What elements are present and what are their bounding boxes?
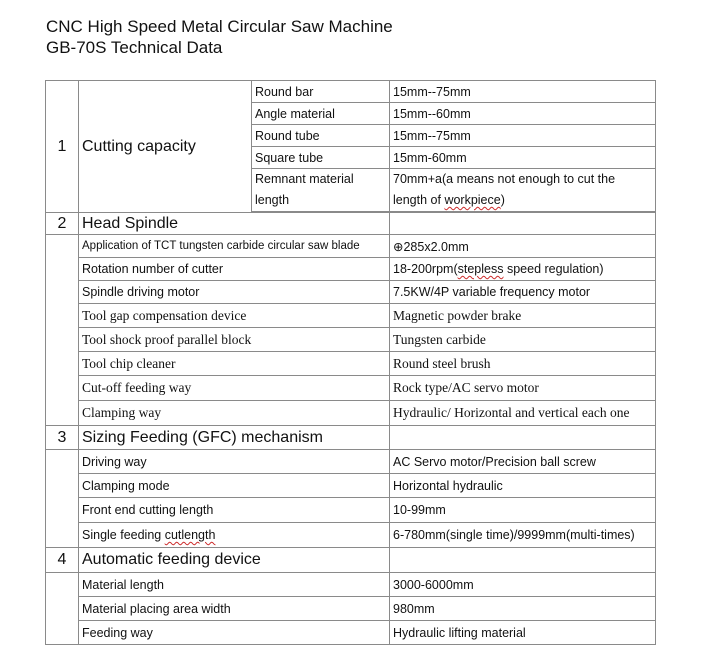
spec-value (390, 169, 656, 212)
spec-label: Tool chip cleaner (79, 352, 390, 376)
spec-value: Rock type/AC servo motor (390, 376, 656, 401)
spec-label: Feeding way (79, 621, 390, 645)
table-row (46, 523, 656, 548)
empty-cell (46, 450, 79, 548)
spec-value: Magnetic powder brake (390, 304, 656, 328)
value-text: 70mm+a(a means not enough to cut the length of (393, 172, 616, 207)
section-header-row (46, 548, 656, 573)
spec-value: 15mm--60mm (390, 103, 656, 125)
spec-label: Tool shock proof parallel block (79, 328, 390, 352)
table-row (46, 498, 656, 523)
table-row (46, 621, 656, 645)
spec-value (390, 258, 656, 281)
spec-value: ⊕285x2.0mm (390, 235, 656, 258)
spec-label: Angle material (252, 103, 390, 125)
spec-label: Cut-off feeding way (79, 376, 390, 401)
section-header-row (46, 426, 656, 450)
spec-label: Rotation number of cutter (79, 258, 390, 281)
section-header-row (46, 213, 656, 235)
empty-cell (390, 426, 656, 450)
spec-label: Square tube (252, 147, 390, 169)
spec-label: Front end cutting length (79, 498, 390, 523)
section-number: 3 (46, 426, 79, 450)
spec-label: Spindle driving motor (79, 281, 390, 304)
table-row (46, 474, 656, 498)
spec-value: 7.5KW/4P variable frequency motor (390, 281, 656, 304)
spec-value: 980mm (390, 597, 656, 621)
spec-value: 10-99mm (390, 498, 656, 523)
spec-value: 15mm-60mm (390, 147, 656, 169)
technical-data-table (45, 80, 656, 645)
spec-value: Tungsten carbide (390, 328, 656, 352)
empty-cell (46, 573, 79, 645)
section-title: Cutting capacity (79, 81, 252, 213)
value-text: 18-200rpm( (393, 262, 458, 276)
section-number: 1 (46, 81, 79, 213)
spec-label: Remnant material length (252, 169, 390, 212)
spec-label: Tool gap compensation device (79, 304, 390, 328)
spec-label (79, 523, 390, 548)
table-row (46, 401, 656, 426)
spec-value: Round steel brush (390, 352, 656, 376)
spec-value: Hydraulic/ Horizontal and vertical each one (390, 401, 656, 426)
section-number: 4 (46, 548, 79, 573)
spec-label: Round tube (252, 125, 390, 147)
spec-value: AC Servo motor/Precision ball screw (390, 450, 656, 474)
value-text: speed regulation) (503, 262, 604, 276)
section-number: 2 (46, 213, 79, 235)
section-title: Automatic feeding device (79, 548, 390, 573)
flagged-word: workpiece (444, 193, 501, 207)
section-title: Head Spindle (79, 213, 390, 235)
spec-label: Round bar (252, 81, 390, 103)
table-row (46, 81, 656, 103)
spec-label: Application of TCT tungsten carbide circular saw blade (79, 235, 390, 258)
table-row (46, 235, 656, 258)
spec-label: Material placing area width (79, 597, 390, 621)
table-row (46, 352, 656, 376)
flagged-word: stepless (457, 262, 504, 276)
value-text: ) (500, 193, 505, 207)
spec-value: 3000-6000mm (390, 573, 656, 597)
spec-label: Driving way (79, 450, 390, 474)
table-row (46, 573, 656, 597)
empty-cell (390, 548, 656, 573)
empty-cell (46, 235, 79, 426)
spec-label: Clamping way (79, 401, 390, 426)
table-row (46, 281, 656, 304)
spec-value: 15mm--75mm (390, 125, 656, 147)
spec-value: 15mm--75mm (390, 81, 656, 103)
table-row (46, 376, 656, 401)
label-text: Single feeding (82, 528, 165, 542)
empty-cell (390, 213, 656, 235)
spec-value: 6-780mm(single time)/9999mm(multi-times) (390, 523, 656, 548)
spec-value: Horizontal hydraulic (390, 474, 656, 498)
spec-label: Clamping mode (79, 474, 390, 498)
section-title: Sizing Feeding (GFC) mechanism (79, 426, 390, 450)
flagged-word: cutlength (164, 528, 216, 542)
table-row (46, 304, 656, 328)
table-row (46, 328, 656, 352)
document-subtitle: GB-70S Technical Data (46, 38, 223, 57)
spec-value: Hydraulic lifting material (390, 621, 656, 645)
table-row (46, 597, 656, 621)
spec-label: Material length (79, 573, 390, 597)
table-row (46, 258, 656, 281)
document-title: CNC High Speed Metal Circular Saw Machine (46, 17, 393, 36)
table-row (46, 450, 656, 474)
